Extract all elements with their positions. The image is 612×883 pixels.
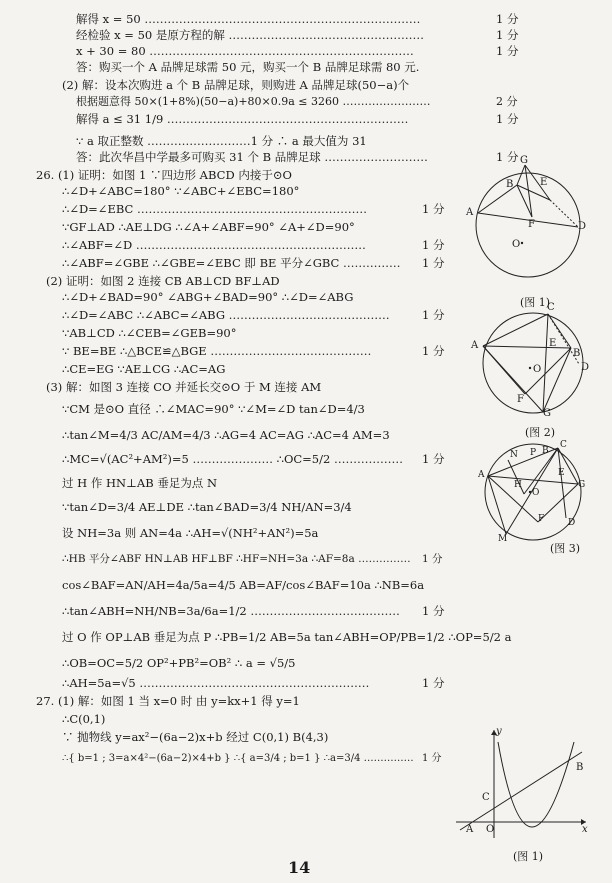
text-line xyxy=(76,12,519,26)
text-line-content: 过 O 作 OP⊥AB 垂足为点 P ∴PB=1/2 AB=5a tan∠ABH=OP/PB=1/2 ∴OP=5/2 a xyxy=(62,630,512,644)
score-mark: 1 分 xyxy=(496,150,519,164)
text-line xyxy=(46,274,280,288)
text-line-content: 解得 a ≤ 31 1/9 ……………………………………………………… xyxy=(76,112,409,126)
text-line xyxy=(76,150,519,164)
text-line-content: 过 H 作 HN⊥AB 垂足为点 N xyxy=(62,476,218,490)
text-line xyxy=(62,202,445,216)
text-line-content: 27. (1) 解：如图 1 当 x=0 时 由 y=kx+1 得 y=1 xyxy=(36,694,300,708)
text-line-content: ∴tan∠M=4/3 AC/AM=4/3 ∴AG=4 AC=AG ∴AC=4 AM=3 xyxy=(62,428,390,442)
text-line-content: ∵AB⊥CD ∴∠CEB=∠GEB=90° xyxy=(62,326,237,340)
score-mark: 1 分 xyxy=(422,676,445,690)
text-line xyxy=(62,428,390,442)
text-line xyxy=(62,604,445,618)
fig27-label-B: B xyxy=(576,762,584,773)
text-line xyxy=(76,95,518,109)
figure-27-1 xyxy=(452,722,592,842)
fig2-label-C: C xyxy=(547,302,555,313)
fig3-label-F: F xyxy=(538,514,545,524)
text-line-content: (2) 解：设本次购进 a 个 B 品牌足球，则购进 A 品牌足球(50−a)个 xyxy=(62,78,410,92)
score-mark: 1 分 xyxy=(496,44,519,58)
text-line xyxy=(62,752,442,766)
text-line-content: ∴∠D=∠ABC ∴∠ABC=∠ABG …………………………………… xyxy=(62,308,390,322)
fig27-label-y: y xyxy=(496,726,502,737)
text-line-content: 设 NH=3a 则 AN=4a ∴AH=√(NH²+AN²)=5a xyxy=(62,526,319,540)
text-line-content: ∴OB=OC=5/2 OP²+PB²=OB² ∴ a = √5/5 xyxy=(62,656,296,670)
text-line xyxy=(62,238,445,252)
text-line xyxy=(62,630,511,644)
score-mark: 2 分 xyxy=(496,95,518,108)
fig3-label-C: C xyxy=(560,440,567,450)
text-line xyxy=(76,44,519,58)
fig2-label-B: B xyxy=(573,348,581,359)
text-line xyxy=(62,78,409,92)
fig2-label-E: E xyxy=(549,338,557,349)
fig3-label-O: O xyxy=(532,488,540,498)
text-line xyxy=(62,220,355,234)
text-line xyxy=(62,676,445,690)
figure-26-3 xyxy=(478,440,588,545)
page-number: 14 xyxy=(288,858,311,877)
text-line-content: ∴∠D+∠BAD=90° ∠ABG+∠BAD=90° ∴∠D=∠ABG xyxy=(62,290,354,304)
text-line xyxy=(62,578,424,592)
text-line xyxy=(62,290,353,304)
text-line-content: ∴∠D+∠ABC=180° ∵∠ABC+∠EBC=180° xyxy=(62,184,300,198)
text-line-content: ∴tan∠ABH=NH/NB=3a/6a=1/2 ………………………………… xyxy=(62,604,400,618)
text-line-content: (2) 证明：如图 2 连接 CB AB⊥CD BF⊥AD xyxy=(46,274,280,288)
fig27-label-O: O xyxy=(486,824,495,835)
fig2-label-G: G xyxy=(543,408,551,419)
figure-26-1 xyxy=(466,155,590,290)
text-line xyxy=(62,362,225,376)
text-line-content: 答：购买一个 A 品牌足球需 50 元，购买一个 B 品牌足球需 80 元. xyxy=(76,60,420,74)
fig3-label-B: B xyxy=(542,446,549,456)
text-line-content: ∴CE=EG ∵AE⊥CG ∴AC=AG xyxy=(62,362,226,376)
fig2-label-O: O xyxy=(533,364,542,375)
score-mark: 1 分 xyxy=(422,238,445,252)
score-mark: 1 分 xyxy=(422,256,445,270)
text-line-content: ∴∠ABF=∠GBE ∴∠GBE=∠EBC 即 BE 平分∠GBC …………… xyxy=(62,256,401,270)
score-mark: 1 分 xyxy=(422,452,445,466)
figure-26-3-caption: (图 3) xyxy=(549,542,581,555)
fig2-label-D: D xyxy=(581,362,590,373)
text-line-content: ∴∠D=∠EBC …………………………………………………… xyxy=(62,202,367,216)
text-line xyxy=(46,380,321,394)
text-line xyxy=(62,476,217,490)
text-line xyxy=(76,112,519,126)
fig3-label-N: N xyxy=(510,450,518,460)
text-line-content: ∵GF⊥AD ∴AE⊥DG ∴∠A+∠ABF=90° ∠A+∠D=90° xyxy=(62,220,355,234)
score-mark: 1 分 xyxy=(422,753,442,764)
text-line xyxy=(62,712,105,726)
text-line-content: ∴AH=5a=√5 …………………………………………………… xyxy=(62,676,370,690)
text-line xyxy=(62,256,445,270)
text-line-content: ∴C(0,1) xyxy=(62,712,106,726)
text-line-content: ∴{ b=1 ; 3=a×4²−(6a−2)×4+b } ∴{ a=3/4 ; b=1 } ∴a=3/4 …………… xyxy=(62,753,414,764)
fig27-label-A: A xyxy=(466,824,474,835)
text-line-content: ∵ a 取正整数 ………………………1 分 ∴ a 最大值为 31 xyxy=(76,134,367,148)
fig1-label-D: D xyxy=(578,221,587,232)
text-line xyxy=(62,326,236,340)
score-mark: 1 分 xyxy=(422,202,445,216)
fig3-label-M: M xyxy=(498,534,508,544)
text-line-content: (3) 解：如图 3 连接 CO 并延长交⊙O 于 M 连接 AM xyxy=(46,380,322,394)
text-line-content: 26. (1) 证明：如图 1 ∵四边形 ABCD 内接于⊙O xyxy=(36,168,292,182)
text-line xyxy=(62,730,328,744)
text-line xyxy=(62,184,299,198)
text-line-content: ∴HB 平分∠ABF HN⊥AB HF⊥BF ∴HF=NH=3a ∴AF=8a …………… xyxy=(62,553,411,565)
score-mark: 1 分 xyxy=(496,112,519,126)
fig1-label-E: E xyxy=(540,177,548,188)
text-line xyxy=(62,526,318,540)
text-line xyxy=(62,344,445,358)
text-line-content: ∵ 抛物线 y=ax²−(6a−2)x+b 经过 C(0,1) B(4,3) xyxy=(62,730,329,744)
text-line-content: ∵tan∠D=3/4 AE⊥DE ∴tan∠BAD=3/4 NH/AN=3/4 xyxy=(62,500,352,514)
score-mark: 1 分 xyxy=(422,308,445,322)
fig3-label-D: D xyxy=(568,518,576,528)
fig27-label-C: C xyxy=(482,792,490,803)
fig1-label-B: B xyxy=(506,179,514,190)
text-line xyxy=(76,28,519,42)
text-line xyxy=(36,694,300,708)
text-line-content: ∴∠ABF=∠D …………………………………………………… xyxy=(62,238,366,252)
figure-27-1-caption: (图 1) xyxy=(512,850,544,863)
text-line xyxy=(62,552,443,566)
score-mark: 1 分 xyxy=(422,604,445,618)
score-mark: 1 分 xyxy=(496,12,519,26)
score-mark: 1 分 xyxy=(422,344,445,358)
fig3-label-A: A xyxy=(478,470,485,480)
text-line-content: 经检验 x = 50 是原方程的解 …………………………………………… xyxy=(76,28,425,42)
text-line-content: 根据题意得 50×(1+8%)(50−a)+80×0.9a ≤ 3260 …………………… xyxy=(76,95,431,108)
fig3-label-G: G xyxy=(578,480,586,490)
text-line xyxy=(62,452,445,466)
figure-26-2-caption: (图 2) xyxy=(524,426,556,439)
score-mark: 1 分 xyxy=(496,28,519,42)
text-line xyxy=(62,500,352,514)
text-line-content: 答：此次华昌中学最多可购买 31 个 B 品牌足球 ……………………… xyxy=(76,150,428,164)
fig2-label-A: A xyxy=(471,340,479,351)
text-line-content: ∵ BE=BE ∴△BCE≌△BGE …………………………………… xyxy=(62,344,372,358)
fig3-label-P: P xyxy=(530,448,537,458)
score-mark: 1 分 xyxy=(422,553,443,565)
fig1-label-G: G xyxy=(520,155,528,166)
text-line xyxy=(76,134,367,148)
fig2-label-F: F xyxy=(517,394,524,405)
fig1-label-F: F xyxy=(528,219,535,230)
text-line-content: cos∠BAF=AN/AH=4a/5a=4/5 AB=AF/cos∠BAF=10a ∴NB=6a xyxy=(62,578,425,592)
fig1-label-O: O xyxy=(512,239,521,250)
text-line xyxy=(62,402,365,416)
text-line-content: x + 30 = 80 …………………………………………………………… xyxy=(76,44,414,58)
fig27-label-x: x xyxy=(582,824,588,835)
fig3-label-H: H xyxy=(514,480,522,490)
text-line-content: ∴MC=√(AC²+AM²)=5 ………………… ∴OC=5/2 ……………… xyxy=(62,452,403,466)
text-line-content: 解得 x = 50 ……………………………………………………………… xyxy=(76,12,421,26)
fig1-label-A: A xyxy=(466,207,474,218)
fig3-label-E: E xyxy=(558,468,565,478)
text-line xyxy=(62,308,445,322)
figure-26-1-caption: (图 1) xyxy=(519,296,551,309)
text-line xyxy=(76,60,419,74)
text-line xyxy=(62,656,295,670)
text-line xyxy=(36,168,292,182)
text-line-content: ∵CM 是⊙O 直径 ∴∠MAC=90° ∵∠M=∠D tan∠D=4/3 xyxy=(62,402,365,416)
